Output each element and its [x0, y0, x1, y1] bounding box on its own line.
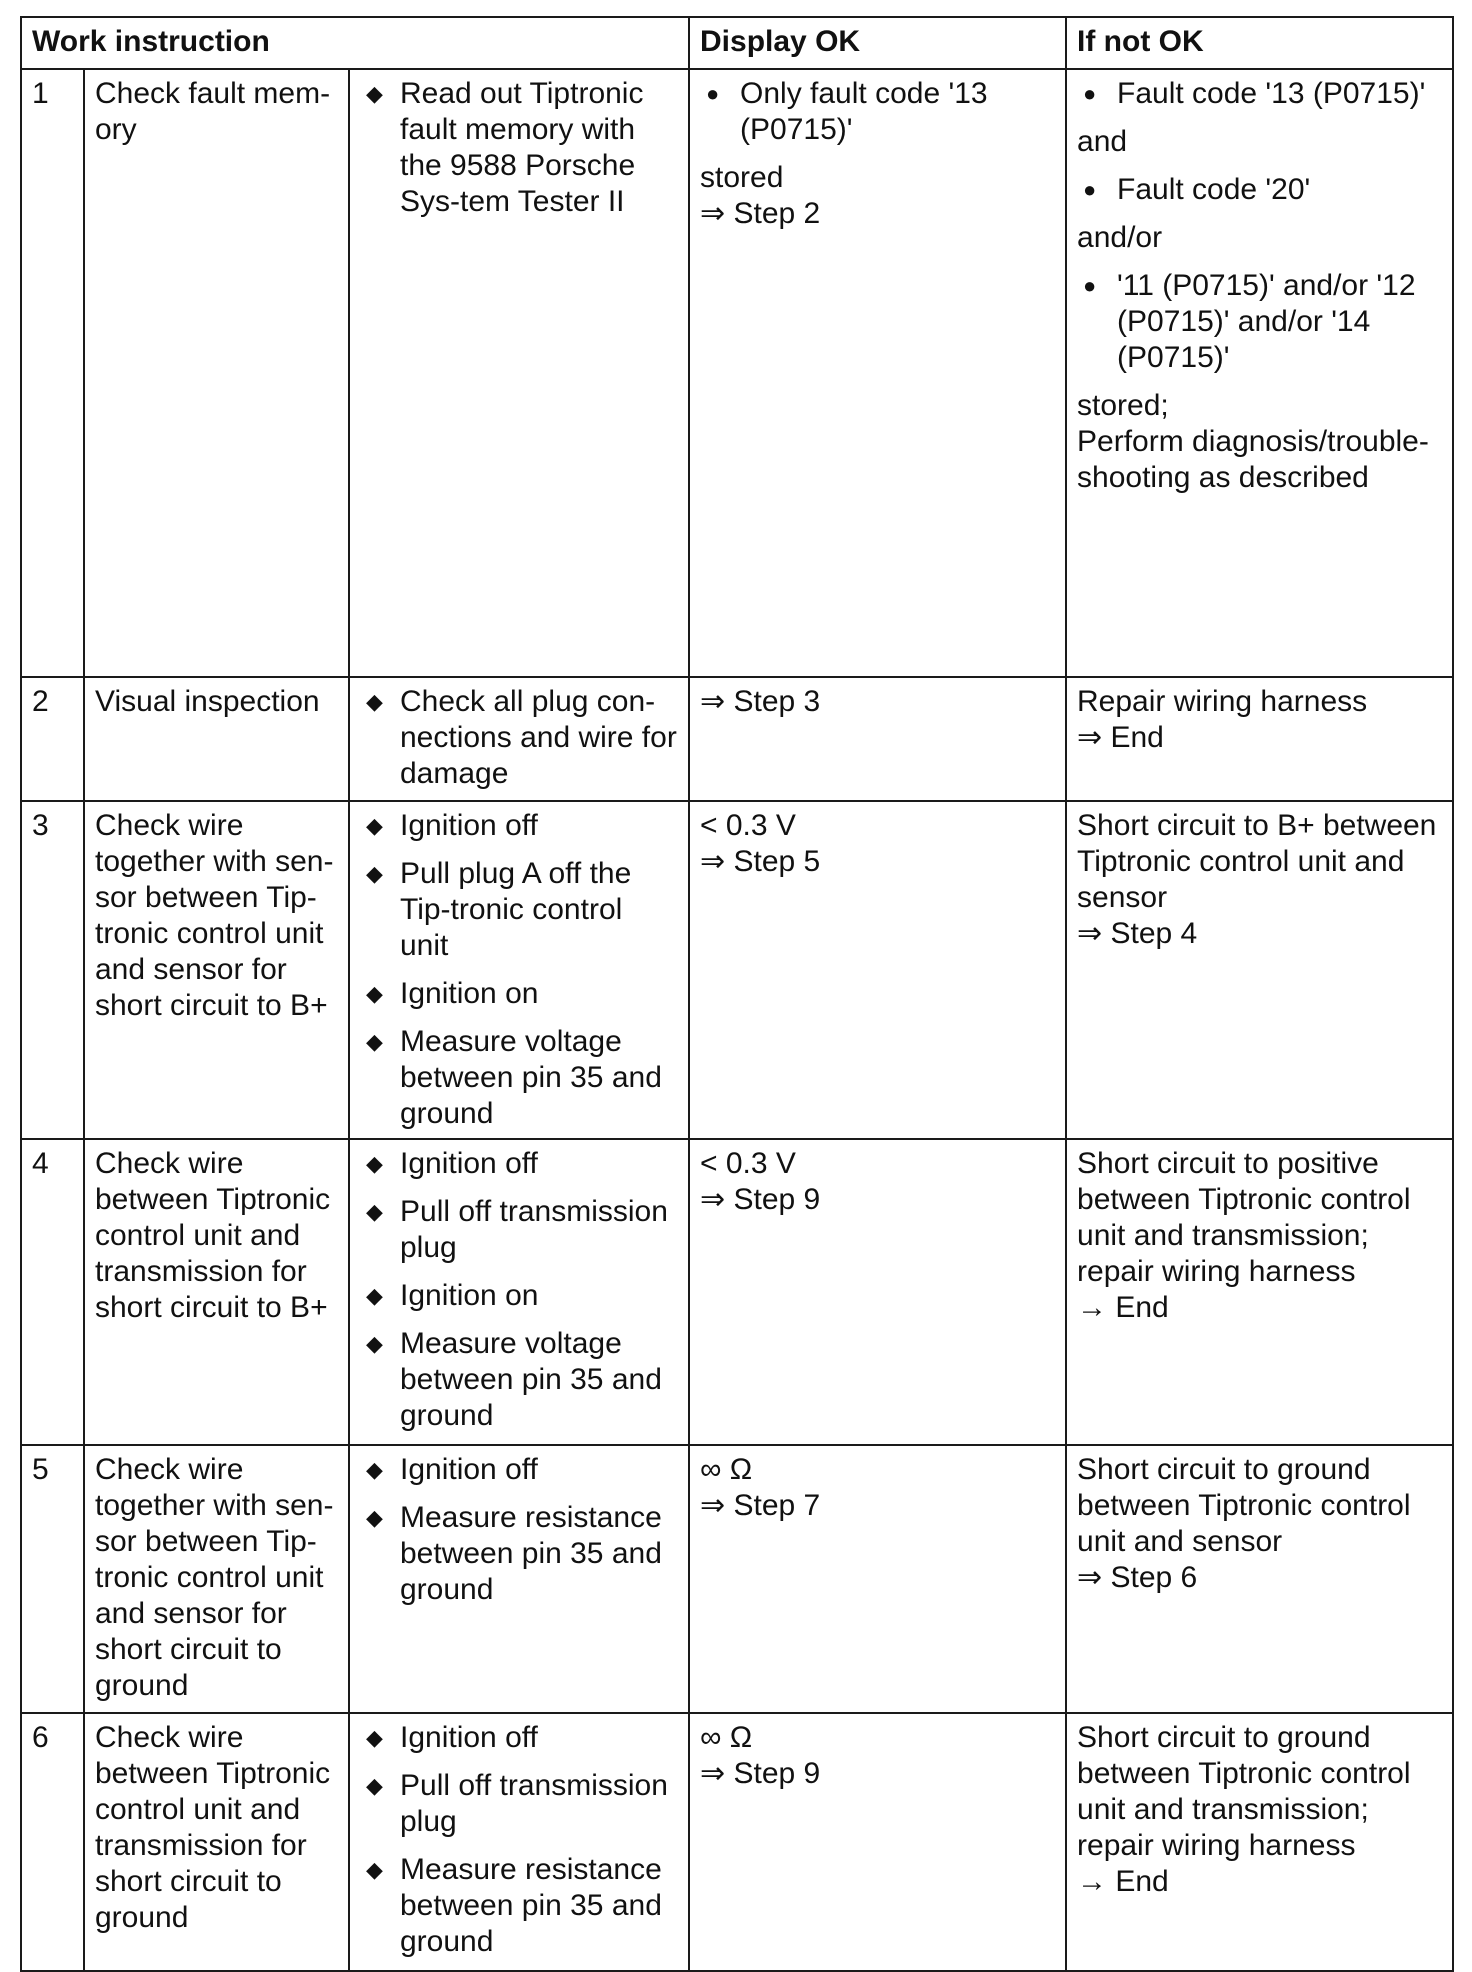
action-item: ◆ Ignition off [360, 1720, 678, 1756]
header-work-instruction: Work instruction [21, 17, 689, 69]
if-not-ok-cell: Short circuit to ground between Tiptronic control unit and sensor ⇒ Step 6 [1066, 1445, 1453, 1713]
diamond-icon: ◆ [366, 1773, 383, 1798]
work-instruction-table [20, 16, 1454, 1972]
step-title: Visual inspection [84, 677, 349, 801]
action-item: ◆ Ignition on [360, 1278, 678, 1314]
header-if-not-ok: If not OK [1066, 17, 1453, 69]
list-item: ● Only fault code '13 (P0715)' [700, 76, 1055, 148]
action-item: ◆ Pull off transmission plug [360, 1194, 678, 1266]
if-not-ok-cell: Repair wiring harness ⇒ End [1066, 677, 1453, 801]
step-title: Check wire together with sen-sor between Tip-tronic control unit and sensor for short circuit to B+ [84, 801, 349, 1139]
action-item: ◆ Measure resistance between pin 35 and ground [360, 1500, 678, 1608]
diamond-icon: ◆ [366, 1857, 383, 1882]
diamond-icon: ◆ [366, 981, 383, 1006]
table-row [21, 677, 1453, 801]
diamond-icon: ◆ [366, 689, 383, 714]
ok-text: stored [700, 161, 784, 194]
step-title: Check fault mem- ory [84, 69, 349, 677]
step-actions [349, 677, 689, 801]
action-item: ◆ Pull plug A off the Tip-tronic control unit [360, 856, 678, 964]
diamond-icon: ◆ [366, 861, 383, 886]
not-ok-text: and/or [1077, 221, 1163, 254]
step-number: 3 [21, 801, 84, 1139]
bullet-icon: ● [1083, 177, 1097, 202]
diamond-icon: ◆ [366, 1283, 383, 1308]
step-actions [349, 1445, 689, 1713]
step-actions [349, 1139, 689, 1445]
action-item: ◆ Check all plug con-nections and wire for damage [360, 684, 678, 792]
display-ok-cell [689, 69, 1066, 677]
action-item: ◆ Read out Tiptronic fault memory with the 9588 Porsche Sys-tem Tester II [360, 76, 678, 220]
action-item: ◆ Measure voltage between pin 35 and ground [360, 1024, 678, 1132]
diamond-icon: ◆ [366, 1505, 383, 1530]
not-ok-text: Perform diagnosis/trouble- [1077, 425, 1429, 458]
action-item: ◆ Measure voltage between pin 35 and ground [360, 1326, 678, 1434]
action-item: ◆ Ignition off [360, 1146, 678, 1182]
diamond-icon: ◆ [366, 81, 383, 106]
step-title: Check wire between Tiptronic control unit and transmission for short circuit to B+ [84, 1139, 349, 1445]
if-not-ok-cell [1066, 69, 1453, 677]
not-ok-text: shooting as described [1077, 461, 1369, 494]
diamond-icon: ◆ [366, 1457, 383, 1482]
action-item: ◆ Pull off transmission plug [360, 1768, 678, 1840]
step-number: 5 [21, 1445, 84, 1713]
table-row [21, 1713, 1453, 1971]
table-row [21, 69, 1453, 677]
not-ok-text: stored; [1077, 389, 1169, 422]
diamond-icon: ◆ [366, 813, 383, 838]
table-row [21, 801, 1453, 1139]
display-ok-cell: < 0.3 V ⇒ Step 9 [689, 1139, 1066, 1445]
table-row [21, 1445, 1453, 1713]
bullet-icon: ● [706, 81, 720, 106]
step-number: 4 [21, 1139, 84, 1445]
diamond-icon: ◆ [366, 1029, 383, 1054]
if-not-ok-cell: Short circuit to B+ between Tiptronic control unit and sensor ⇒ Step 4 [1066, 801, 1453, 1139]
step-title: Check wire between Tiptronic control unit and transmission for short circuit to ground [84, 1713, 349, 1971]
bullet-icon: ● [1083, 81, 1097, 106]
table-row [21, 1139, 1453, 1445]
display-ok-cell: ∞ Ω ⇒ Step 7 [689, 1445, 1066, 1713]
if-not-ok-cell: Short circuit to positive between Tiptronic control unit and transmission; repair wiring harness → End [1066, 1139, 1453, 1445]
display-ok-cell: < 0.3 V ⇒ Step 5 [689, 801, 1066, 1139]
list-item: ● '11 (P0715)' and/or '12 (P0715)' and/or '14 (P0715)' [1077, 268, 1442, 376]
diamond-icon: ◆ [366, 1151, 383, 1176]
list-item: ● Fault code '13 (P0715)' [1077, 76, 1442, 112]
header-display-ok: Display OK [689, 17, 1066, 69]
ok-text: ⇒ Step 2 [700, 197, 821, 230]
action-item: ◆ Ignition on [360, 976, 678, 1012]
action-item: ◆ Ignition off [360, 1452, 678, 1488]
action-item: ◆ Measure resistance between pin 35 and ground [360, 1852, 678, 1960]
not-ok-text: and [1077, 125, 1128, 158]
step-number: 6 [21, 1713, 84, 1971]
diamond-icon: ◆ [366, 1199, 383, 1224]
step-number: 2 [21, 677, 84, 801]
step-actions [349, 801, 689, 1139]
diamond-icon: ◆ [366, 1725, 383, 1750]
step-number: 1 [21, 69, 84, 677]
step-actions [349, 1713, 689, 1971]
display-ok-cell: ∞ Ω ⇒ Step 9 [689, 1713, 1066, 1971]
step-title: Check wire together with sen-sor between Tip-tronic control unit and sensor for short circuit to ground [84, 1445, 349, 1713]
list-item: ● Fault code '20' [1077, 172, 1442, 208]
diamond-icon: ◆ [366, 1331, 383, 1356]
display-ok-cell: ⇒ Step 3 [689, 677, 1066, 801]
header-row [21, 17, 1453, 69]
action-item: ◆ Ignition off [360, 808, 678, 844]
if-not-ok-cell: Short circuit to ground between Tiptronic control unit and transmission; repair wiring harness → End [1066, 1713, 1453, 1971]
bullet-icon: ● [1083, 273, 1097, 298]
step-actions [349, 69, 689, 677]
